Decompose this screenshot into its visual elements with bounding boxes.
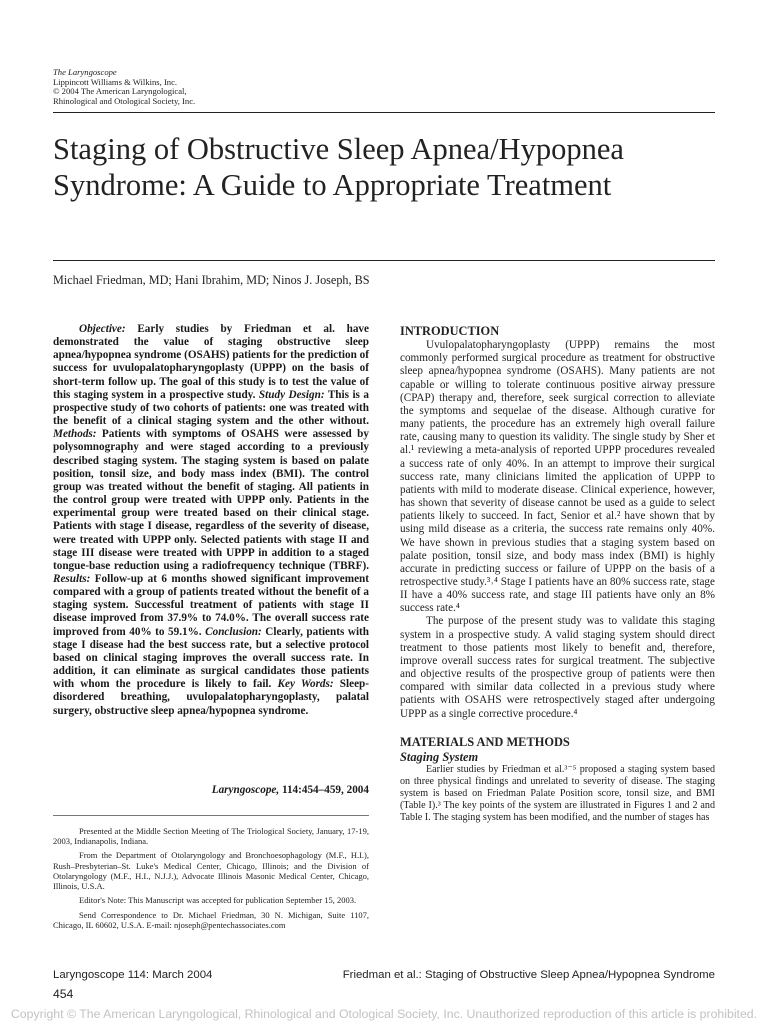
footnote-affiliation: From the Department of Otolaryngology and Bronchoesophagology (M.F., H.I.), Rush–Presbyterian–St. Luke's Medical Center, Chicago, Illinois; and the Division of Otolaryngology (M.F., H.I., N.J.J.), Advocate Illinois Masonic Medical Center, Chicago, Illinois, U.S.A. <box>53 850 369 891</box>
section-gap <box>400 721 715 736</box>
publisher-line: Lippincott Williams & Wilkins, Inc. <box>53 76 178 87</box>
footnote-correspondence: Send Correspondence to Dr. Michael Friedman, 30 N. Michigan, Suite 1107, Chicago, IL 60602, U.S.A. E-mail: njoseph@pentechassociates.com <box>53 909 369 930</box>
header-rule-bottom <box>53 260 715 261</box>
copyright-line-1: © 2004 The American Laryngological, <box>53 86 187 97</box>
staging-system-subheading: Staging System <box>400 749 479 764</box>
abstract-conclusion-label: Conclusion: <box>205 625 262 638</box>
header-rule-top <box>53 112 715 113</box>
footnote-presented: Presented at the Middle Section Meeting of The Triological Society, January, 17-19, 2003, Indianapolis, Indiana. <box>53 826 369 847</box>
page-number: 454 <box>53 987 74 1001</box>
journal-masthead <box>53 68 353 106</box>
abstract-design-text: This is a prospective study of two cohorts of patients: one was treated with the benefit of a clinical staging system and the other without. <box>53 388 369 428</box>
abstract-citation <box>53 784 369 796</box>
footnotes <box>53 826 369 934</box>
author-list: Michael Friedman, MD; Hani Ibrahim, MD; Ninos J. Joseph, BS <box>53 273 370 287</box>
abstract-results-text: Follow-up at 6 months showed significant improvement compared with a group of patients treated without the benefit of a staging system. Successful treatment of patients with stage II disease improved from 37.9% to 74.0%. The overall success rate improved from 40% to 59.1%. <box>53 572 369 638</box>
abstract-design-label: Study Design: <box>258 388 325 401</box>
abstract-conclusion-text: Clearly, patients with stage I disease had the best success rate, but a selective protocol based on clinical staging improves the overall success rate. In addition, it can eliminate as surgical candidates those patients with whom the procedure is likely to fail. <box>53 625 369 691</box>
introduction-paragraph-2: The purpose of the present study was to validate this staging system in a prospective study. A valid staging system should direct treatment to those patients most likely to benefit and, therefore, improve overall success rates for surgical treatment. The subjective and objective results of the prospective group of patients were then compared with similar data collected in a previous study where patients with OSAHS were retrospectively staged after undergoing UPPP as a single corrective procedure.⁴ <box>400 615 715 720</box>
footnote-editor-note: Editor's Note: This Manuscript was accepted for publication September 15, 2003. <box>79 895 357 906</box>
abstract <box>53 323 369 718</box>
citation-reference: 114:454–459, 2004 <box>279 784 369 796</box>
copyright-notice: Copyright © The American Laryngological, Rhinological and Otological Society, Inc. Unauthorized reproduction of this article is prohibited. <box>10 1007 758 1021</box>
journal-name: The Laryngoscope <box>53 67 117 77</box>
footer-journal-issue: Laryngoscope 114: March 2004 <box>53 969 213 981</box>
methods-heading: MATERIALS AND METHODS <box>400 734 570 749</box>
abstract-objective-text: Early studies by Friedman et al. have demonstrated the value of staging obstructive sleep apnea/hypopnea syndrome (OSAHS) patients for the prediction of success for uvulopalatopharyngoplasty (UPPP) on the basis of short-term follow up. The goal of this study is to test the value of this staging system in a prospective study. <box>53 323 369 401</box>
article-title: Staging of Obstructive Sleep Apnea/Hypopnea Syndrome: A Guide to Appropriate Treatment <box>53 132 624 202</box>
introduction-heading: INTRODUCTION <box>400 324 500 338</box>
abstract-methods-text: Patients with symptoms of OSAHS were assessed by polysomnography and were staged according to a previously described staging system. The staging system is based on palate position, tonsil size, and body mass index (BMI). The control group was treated without the benefit of staging. All patients in the control group were treated with UPPP only. Patients in the experimental group were treated based on their clinical stage. Patients with stage I disease, regardless of the severity of disease, were treated with UPPP only. Selected patients with stage II and stage III disease were treated with UPPP in addition to a staged tongue-base reduction using a radiofrequency technique (TBRF). <box>53 428 369 572</box>
body-column-right <box>400 325 715 824</box>
citation-journal: Laryngoscope, <box>211 784 280 796</box>
abstract-keywords-label: Key Words: <box>277 678 334 691</box>
footer-running-title: Friedman et al.: Staging of Obstructive Sleep Apnea/Hypopnea Syndrome <box>342 969 715 981</box>
footnote-rule <box>53 815 369 816</box>
abstract-keywords-text: Sleep-disordered breathing, uvulopalatopharyngoplasty, palatal surgery, obstructive sleep apnea/hypopnea syndrome. <box>53 678 370 717</box>
abstract-objective-label: Objective: <box>79 323 126 335</box>
methods-paragraph-1: Earlier studies by Friedman et al.³⁻⁵ proposed a staging system based on three physical findings and unrelated to severity of disease. The staging system is based on Friedman Palate Position score, tonsil size, and BMI (Table I).³ The key points of the system are illustrated in Figures 1 and 2 and Table I. The staging system has been modified, and the number of stages has <box>400 764 715 823</box>
introduction-paragraph-1: Uvulopalatopharyngoplasty (UPPP) remains the most commonly performed surgical procedure as treatment for obstructive sleep apnea/hypopnea syndrome (OSAHS). Many patients are not capable or willing to tolerate continuous positive airway pressure (CPAP) therapy and, therefore, seek surgical correction to alleviate the symptoms and sequelae of the disease. Although curative for many patients, the procedure has an extremely high overall failure rate, causing many to question its validity. The single study by Sher et al.¹ reviewing a meta-analysis of reported UPPP procedures revealed a success rate of only 40%. In an attempt to improve their surgical success rate, many clinicians limited the application of UPPP to patients with mild to moderate disease. Clinical experience, however, has shown that severity of disease cannot be used as a guide to select patients likely to succeed. In fact, Senior et al.² have shown that by using mild disease as a criteria, the success rate remains only 40%. We have shown in previous studies that a staging system based on palate position, tonsil size, and body mass index (BMI) is highly accurate in predicting success or failure of UPPP on the basis of a retrospective study.³˒⁴ Stage I patients have an 80% success rate, stage II have a 40% success rate, and stage III patients have only an 8% success rate.⁴ <box>400 339 715 615</box>
copyright-line-2: Rhinological and Otological Society, Inc. <box>53 95 196 106</box>
abstract-methods-label: Methods: <box>53 428 97 441</box>
abstract-results-label: Results: <box>53 572 91 585</box>
